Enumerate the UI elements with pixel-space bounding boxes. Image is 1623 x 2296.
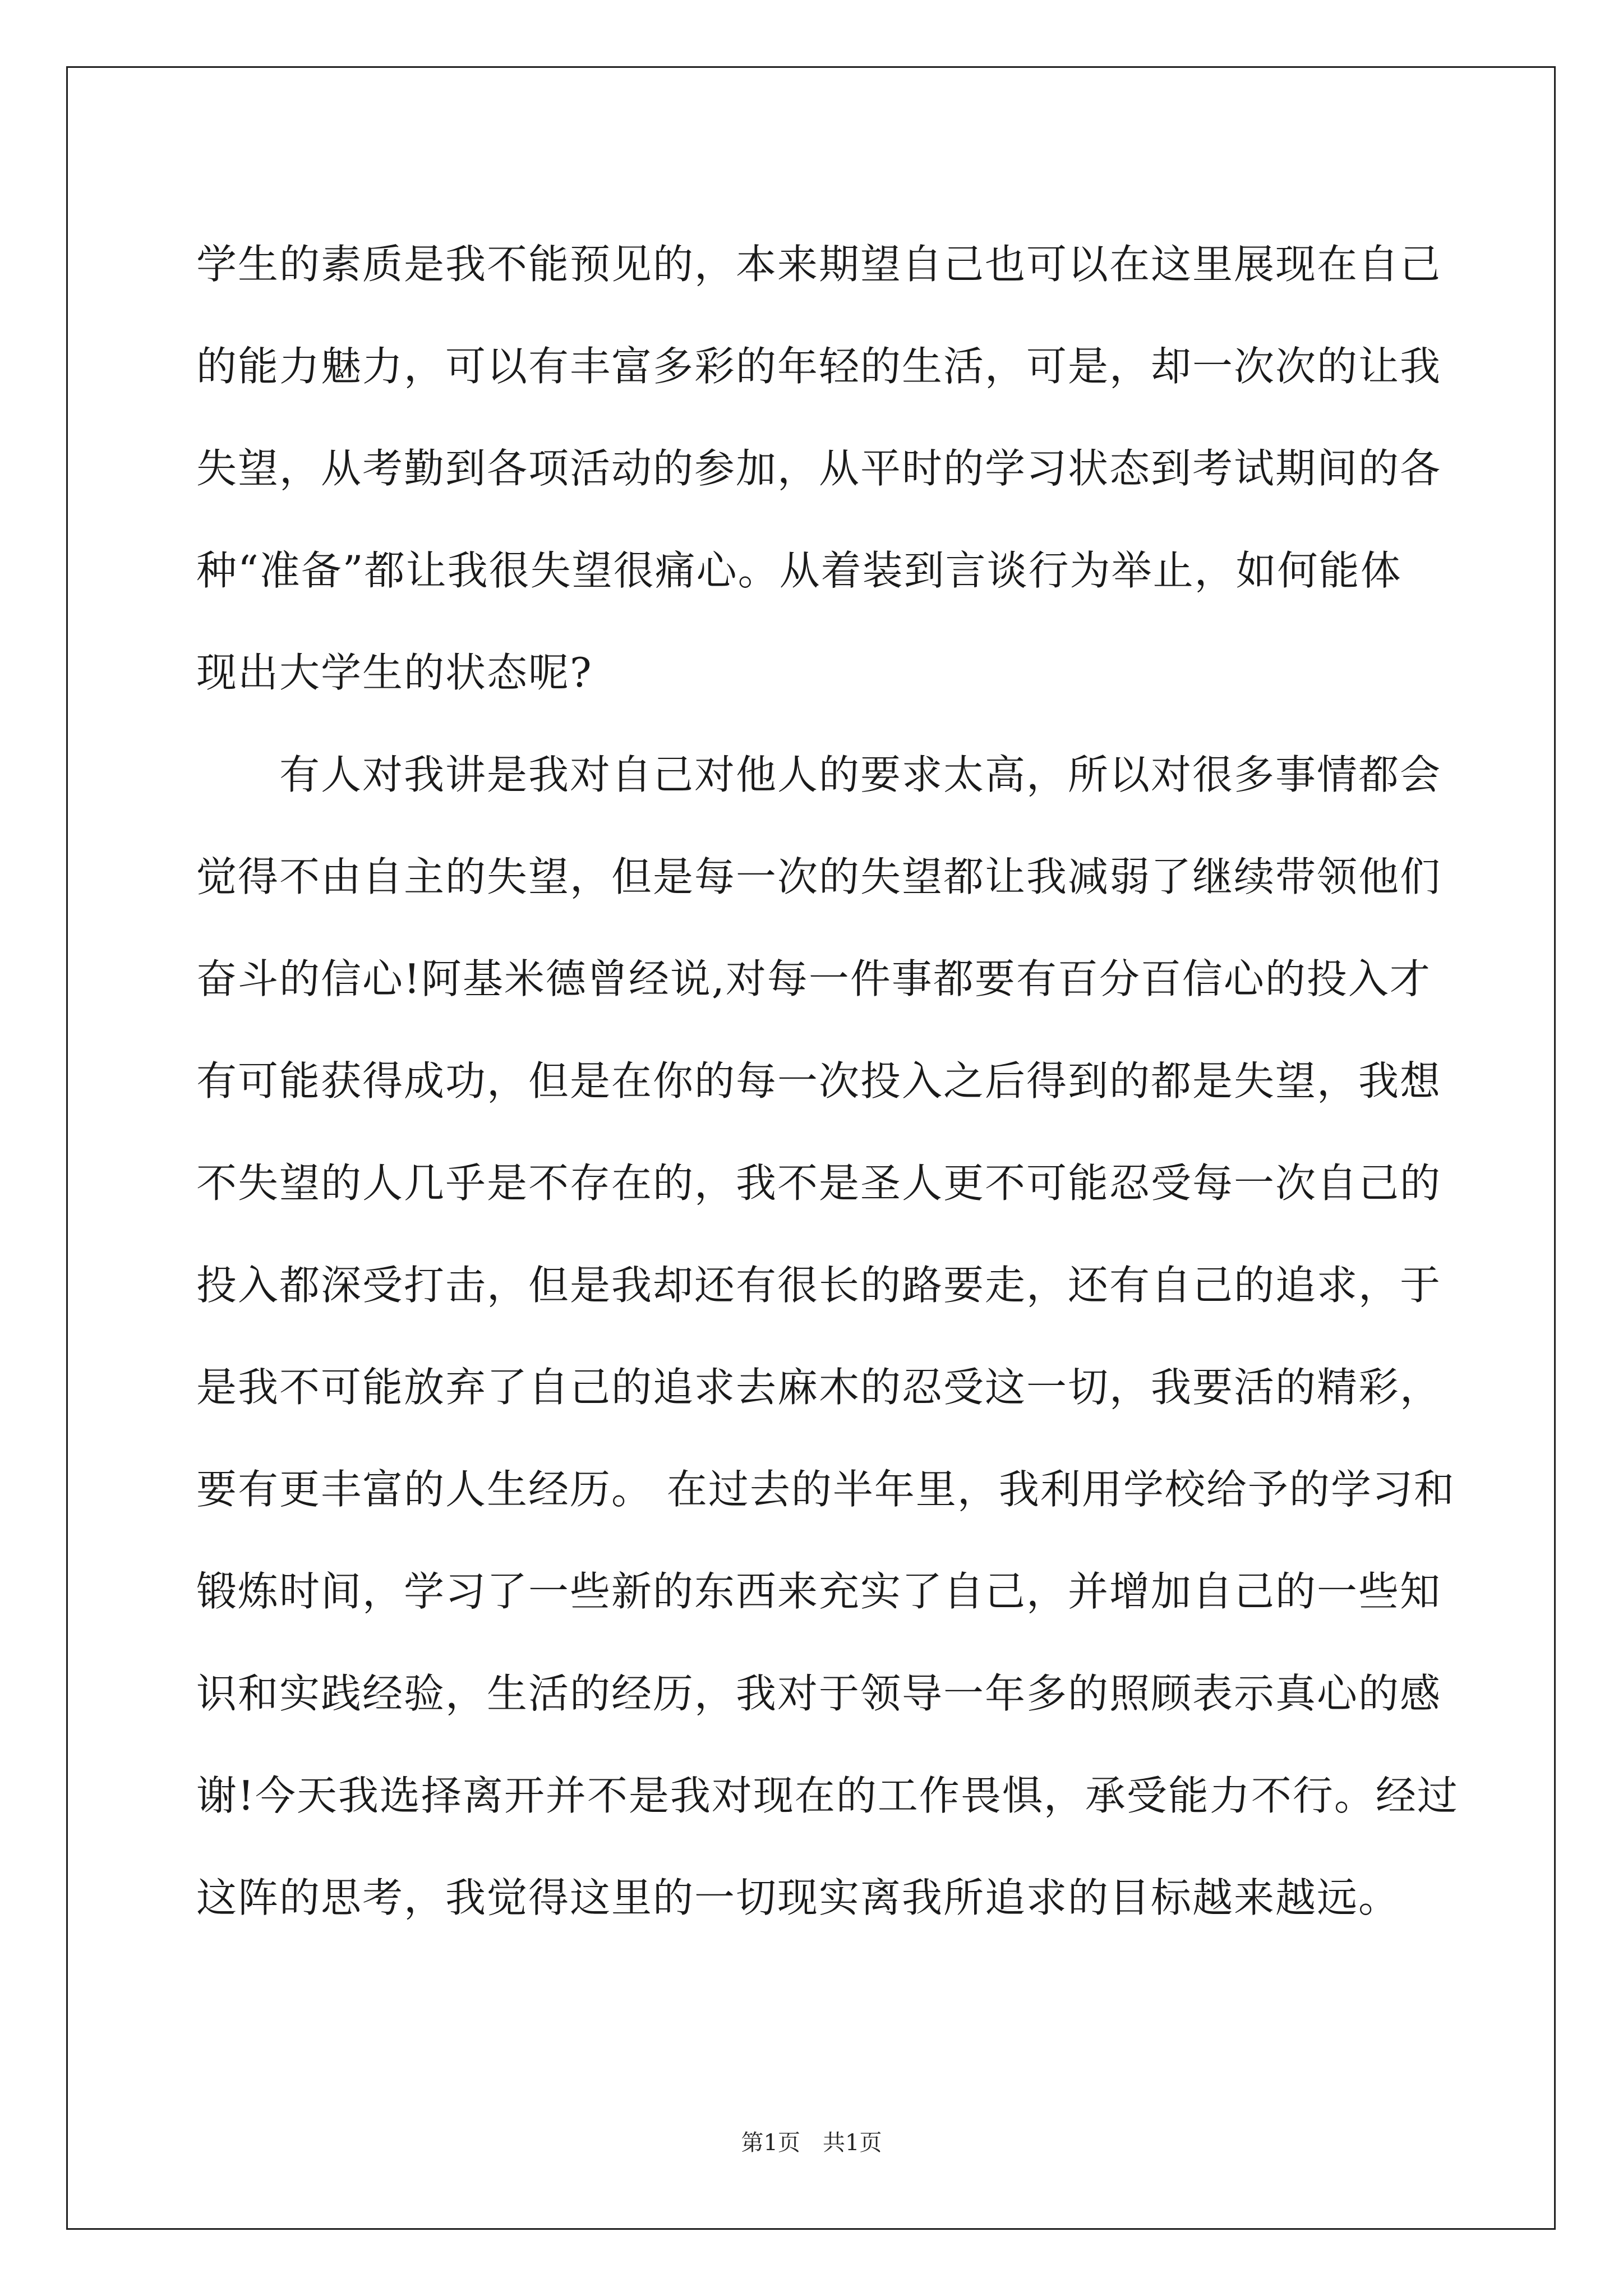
text-line-3: 失望，从考勤到各项活动的参加，从平时的学习状态到考试期间的各 bbox=[196, 445, 1442, 492]
text-line-14: 锻炼时间，学习了一些新的东西来充实了自己，并增加自己的一些知 bbox=[196, 1568, 1442, 1615]
text-line-5: 现出大学生的状态呢? bbox=[196, 649, 593, 696]
text-line-10: 不失望的人几乎是不存在的，我不是圣人更不可能忍受每一次自己的 bbox=[196, 1159, 1442, 1207]
text-line-9: 有可能获得成功，但是在你的每一次投入之后得到的都是失望，我想 bbox=[196, 1057, 1442, 1105]
text-line-1: 学生的素质是我不能预见的，本来期望自己也可以在这里展现在自己 bbox=[196, 241, 1442, 288]
text-line-17: 这阵的思考，我觉得这里的一切现实离我所追求的目标越来越远。 bbox=[196, 1874, 1400, 1921]
text-line-11: 投入都深受打击，但是我却还有很长的路要走，还有自己的追求，于 bbox=[196, 1262, 1442, 1309]
text-line-12: 是我不可能放弃了自己的追求去麻木的忍受这一切，我要活的精彩， bbox=[196, 1364, 1442, 1411]
text-line-2: 的能力魅力，可以有丰富多彩的年轻的生活，可是，却一次次的让我 bbox=[196, 343, 1442, 390]
text-line-6: 有人对我讲是我对自己对他人的要求太高，所以对很多事情都会 bbox=[196, 751, 1442, 798]
text-line-8: 奋斗的信心!阿基米德曾经说,对每一件事都要有百分百信心的投入才 bbox=[196, 955, 1431, 1002]
text-line-16: 谢!今天我选择离开并不是我对现在的工作畏惧，承受能力不行。经过 bbox=[196, 1772, 1459, 1819]
text-line-7: 觉得不由自主的失望，但是每一次的失望都让我减弱了继续带领他们 bbox=[196, 853, 1442, 900]
page-footer: 第1页 共1页 bbox=[741, 2130, 882, 2156]
text-line-4: 种“准备”都让我很失望很痛心。从着装到言谈行为举止，如何能体 bbox=[196, 547, 1402, 594]
text-line-15: 识和实践经验，生活的经历，我对于领导一年多的照顾表示真心的感 bbox=[196, 1670, 1442, 1717]
text-line-13: 要有更丰富的人生经历。 在过去的半年里，我利用学校给予的学习和 bbox=[196, 1466, 1455, 1513]
document-body bbox=[196, 213, 1459, 1949]
